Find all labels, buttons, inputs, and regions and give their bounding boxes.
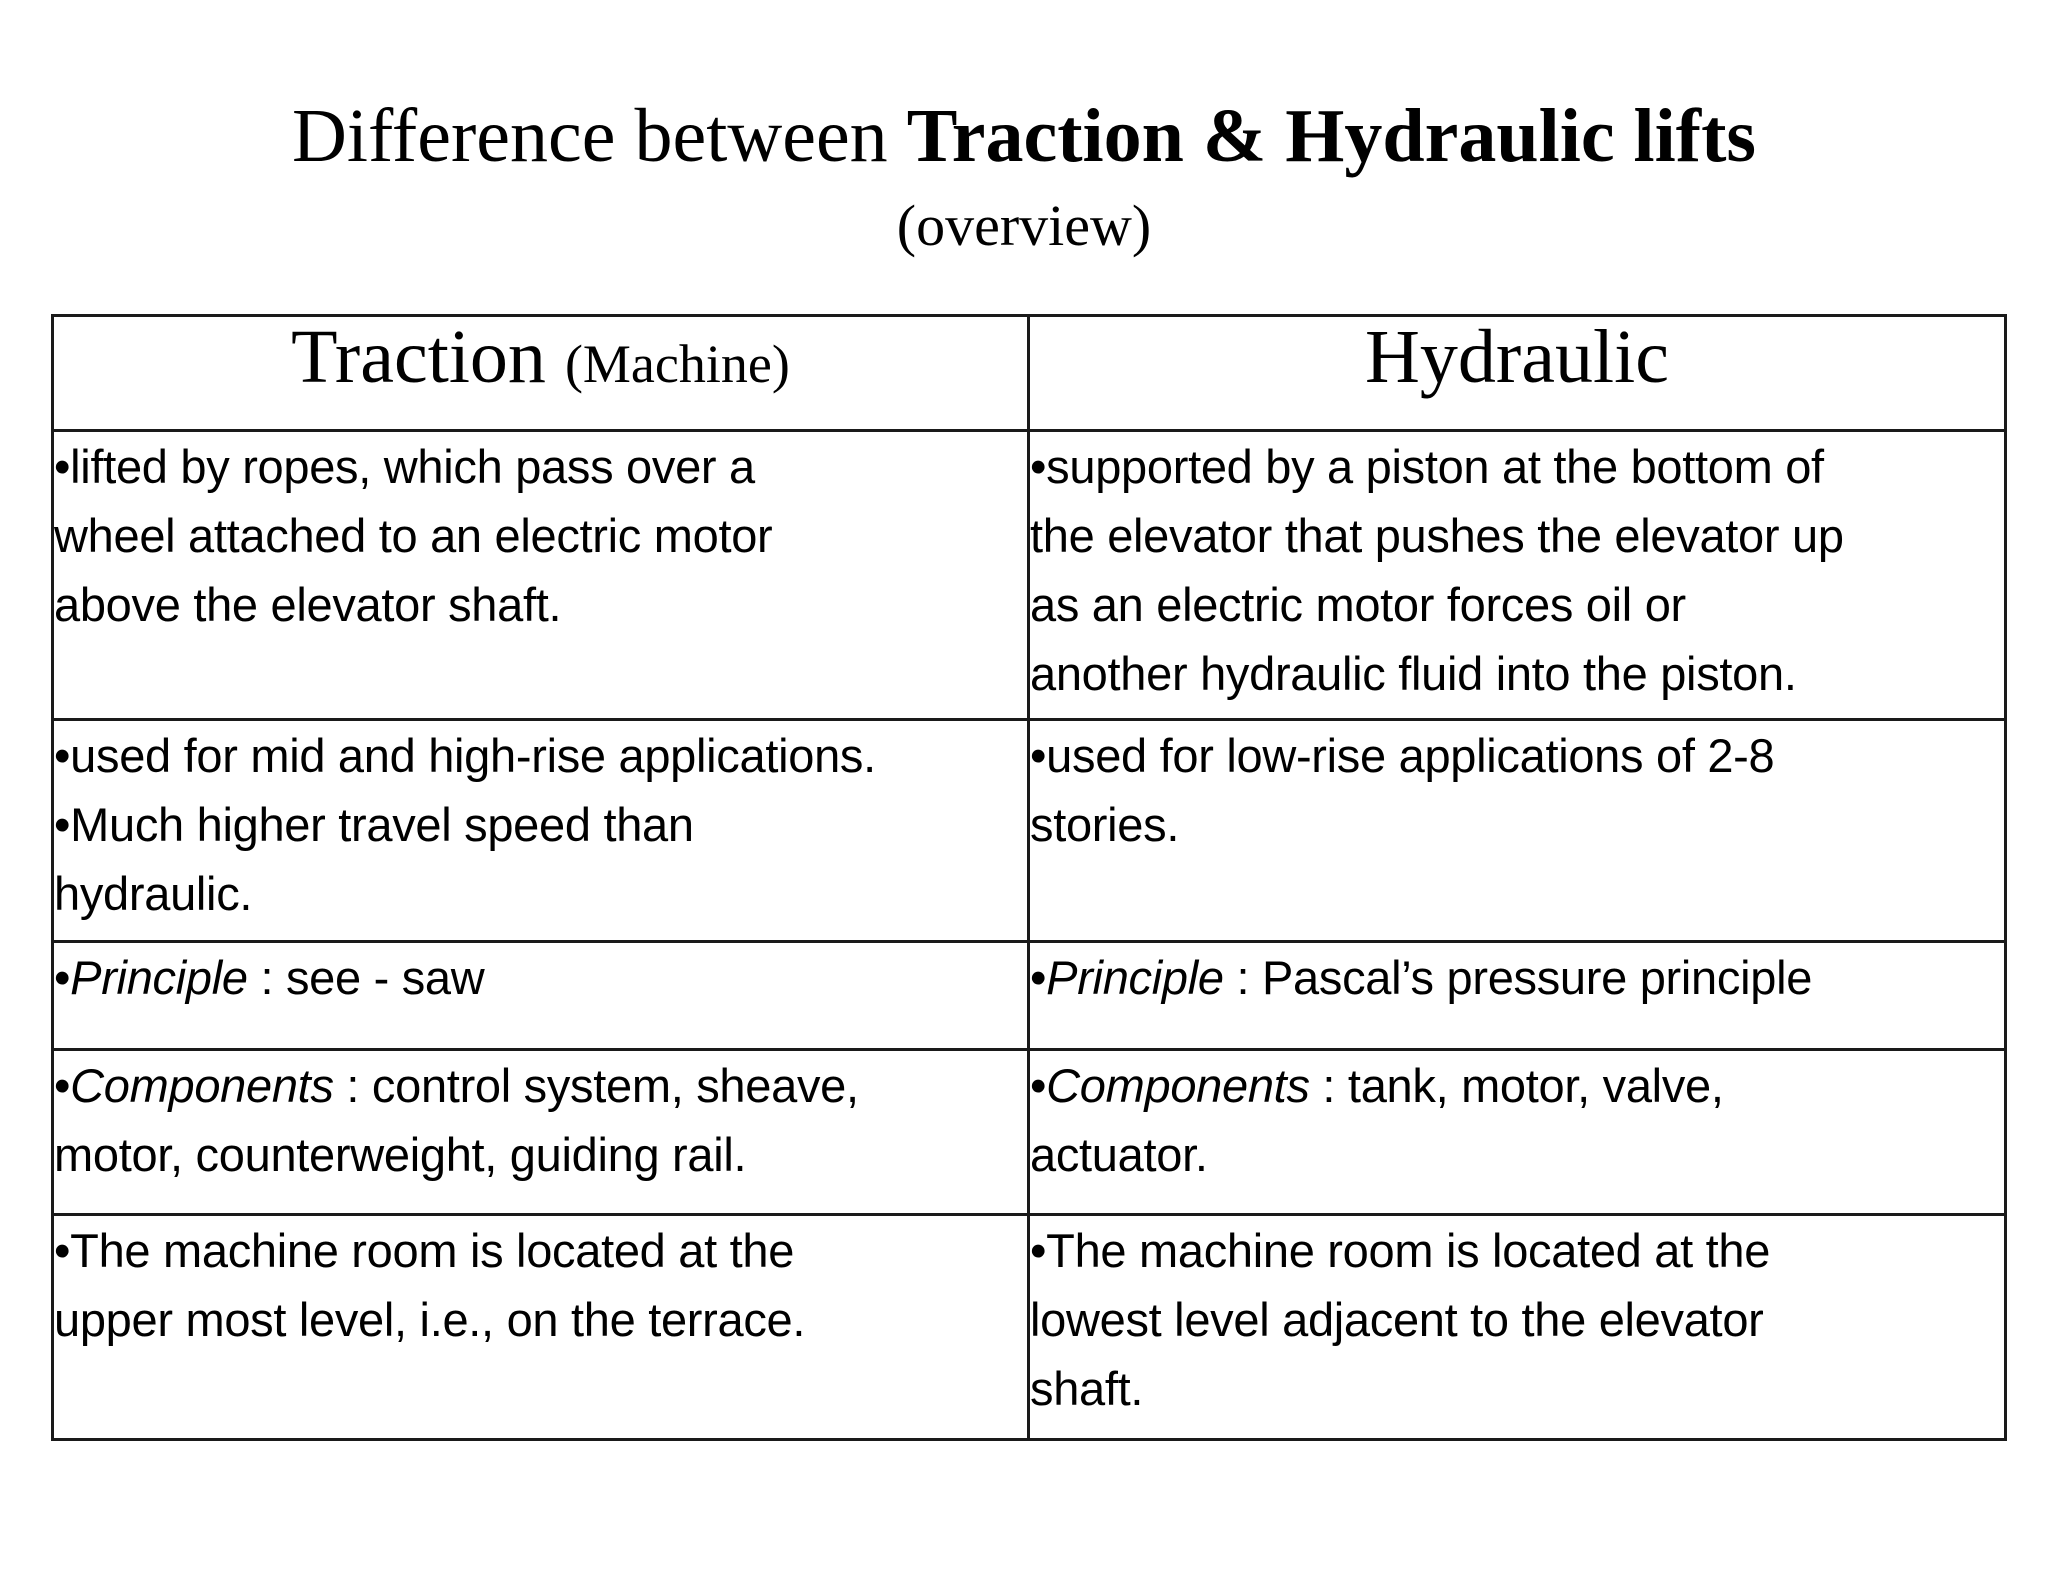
cell-line: hydraulic. (54, 867, 253, 920)
principle-label: Principle (70, 951, 248, 1004)
cell-line: •used for low-rise applications of 2-8 (1030, 729, 1775, 782)
table-header-row (53, 316, 2006, 431)
cell-line: upper most level, i.e., on the terrace. (54, 1293, 806, 1346)
comparison-table (51, 314, 2007, 1441)
cell-line (54, 1051, 1027, 1120)
cell-line: as an electric motor forces oil or (1030, 578, 1686, 631)
cell-line: shaft. (1030, 1362, 1144, 1415)
bullet: • (54, 951, 71, 1004)
cell-line: another hydraulic fluid into the piston. (1030, 647, 1797, 700)
header-traction-sub: (Machine) (564, 334, 790, 394)
table-row (53, 942, 2006, 1050)
table-row (53, 1215, 2006, 1440)
header-traction-main: Traction (291, 315, 565, 399)
cell-line: •The machine room is located at the (1030, 1224, 1771, 1277)
bullet: • (54, 1059, 71, 1112)
cell-line: motor, counterweight, guiding rail. (54, 1128, 747, 1181)
hydraulic-cell (1029, 942, 2006, 1050)
title-prefix: Difference between (292, 94, 907, 178)
traction-cell (53, 942, 1029, 1050)
principle-text: : Pascal’s pressure principle (1223, 951, 1813, 1004)
components-text: : tank, motor, valve, (1309, 1059, 1724, 1112)
cell-line: above the elevator shaft. (54, 578, 562, 631)
slide-title-block (0, 88, 2048, 262)
components-label: Components (70, 1059, 334, 1112)
cell-line: lowest level adjacent to the elevator (1030, 1293, 1764, 1346)
table-row (53, 720, 2006, 942)
hydraulic-cell (1029, 431, 2006, 720)
components-label: Components (1046, 1059, 1310, 1112)
cell-line: •The machine room is located at the (54, 1224, 795, 1277)
title-bold-text: Traction & Hydraulic lifts (906, 94, 1756, 178)
traction-cell (53, 1050, 1029, 1215)
bullet: • (1030, 951, 1047, 1004)
header-traction (53, 316, 1029, 431)
slide-title (0, 88, 2048, 184)
cell-line: stories. (1030, 798, 1180, 851)
cell-line: the elevator that pushes the elevator up (1030, 509, 1844, 562)
traction-cell (53, 1215, 1029, 1440)
slide-subtitle: (overview) (896, 193, 1152, 258)
cell-line: •Much higher travel speed than (54, 798, 694, 851)
header-hydraulic: Hydraulic (1029, 316, 2006, 431)
components-text: : control system, sheave, (333, 1059, 859, 1112)
cell-line (54, 943, 1027, 1012)
traction-cell (53, 720, 1029, 942)
principle-label: Principle (1046, 951, 1224, 1004)
cell-line: wheel attached to an electric motor (54, 509, 773, 562)
bullet: • (1030, 1059, 1047, 1112)
cell-line: •lifted by ropes, which pass over a (54, 440, 755, 493)
hydraulic-cell (1029, 720, 2006, 942)
cell-line (1030, 1051, 2004, 1120)
traction-cell (53, 431, 1029, 720)
principle-text: : see - saw (247, 951, 485, 1004)
hydraulic-cell (1029, 1050, 2006, 1215)
cell-line (1030, 943, 2004, 1012)
table-row (53, 431, 2006, 720)
hydraulic-cell (1029, 1215, 2006, 1440)
cell-line: actuator. (1030, 1128, 1208, 1181)
cell-line: •used for mid and high-rise applications. (54, 729, 876, 782)
cell-line: •supported by a piston at the bottom of (1030, 440, 1824, 493)
table-row (53, 1050, 2006, 1215)
